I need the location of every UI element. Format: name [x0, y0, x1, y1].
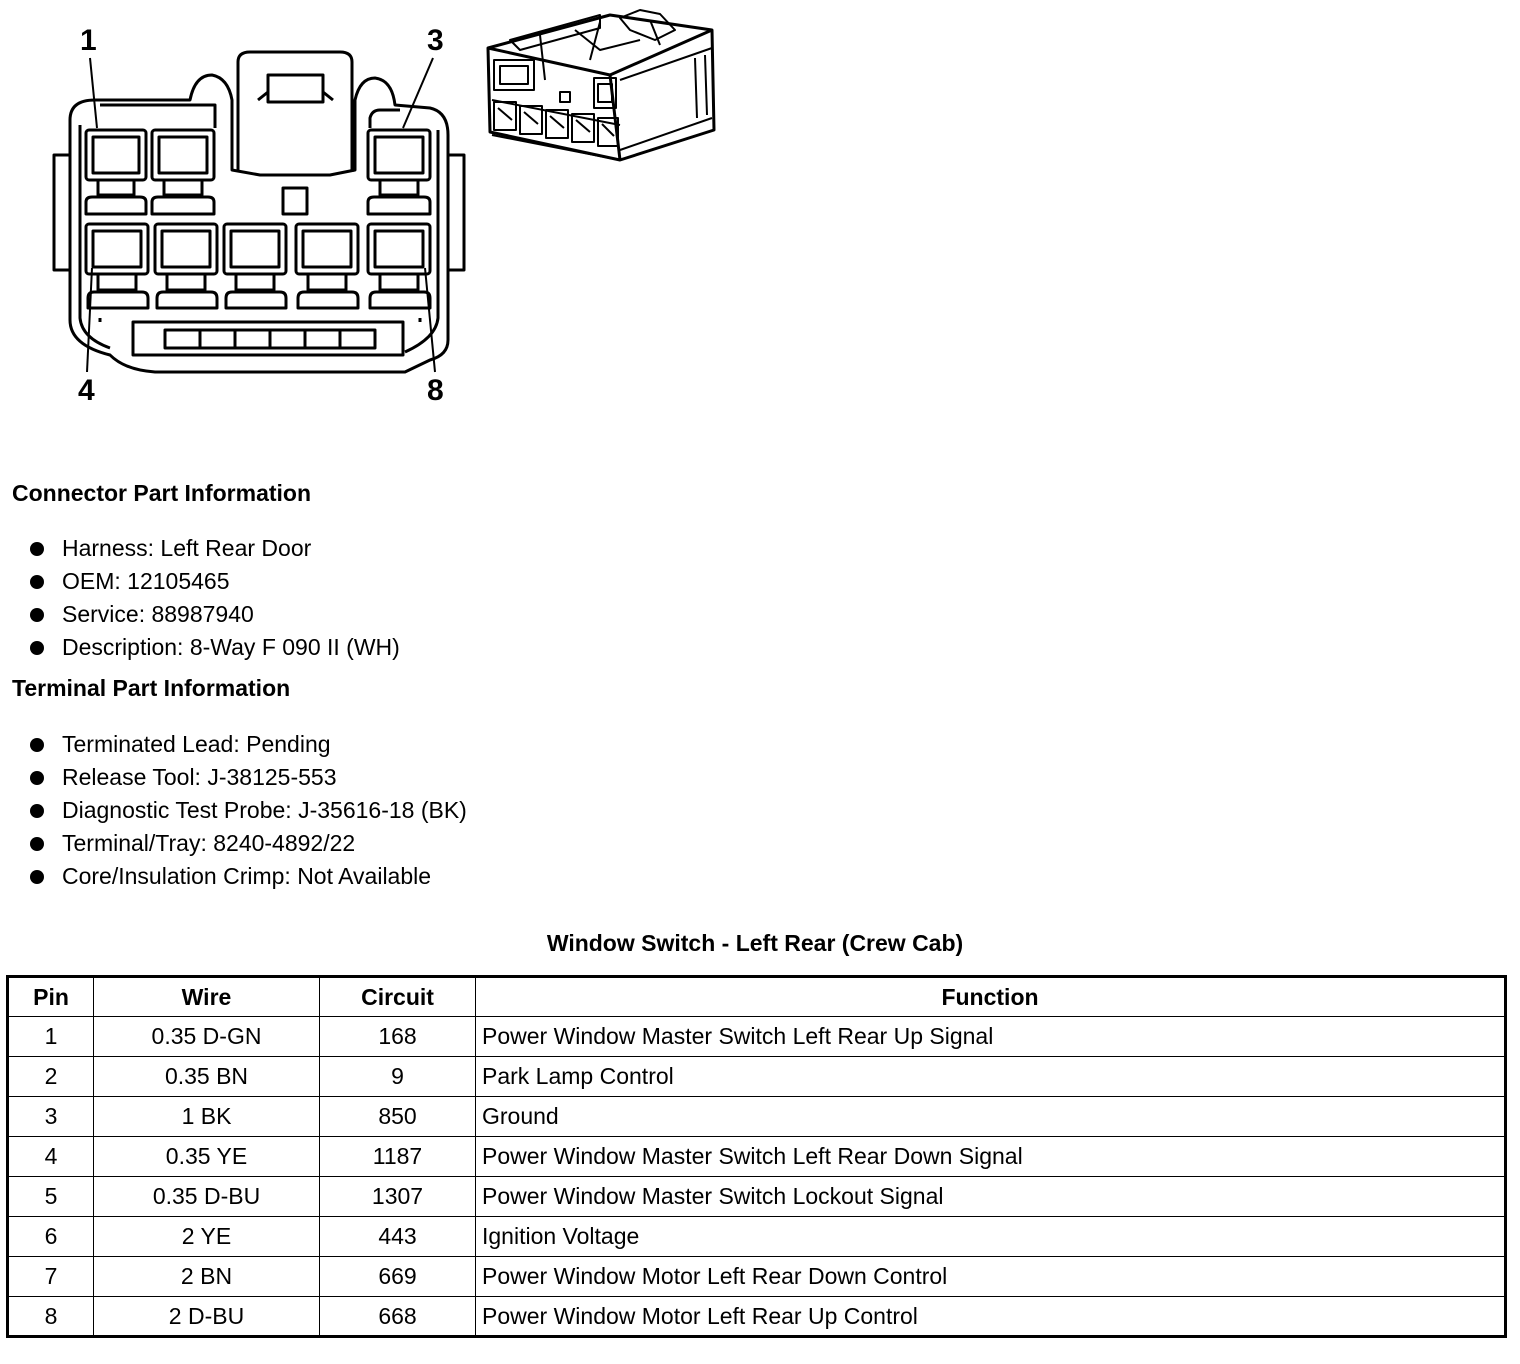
pin-cell: 3 [8, 1097, 94, 1137]
wire-cell: 0.35 BN [94, 1057, 320, 1097]
function-cell: Park Lamp Control [476, 1057, 1506, 1097]
table-row [8, 1017, 1506, 1057]
list-item [30, 532, 400, 565]
function-cell: Power Window Master Switch Left Rear Up Signal [476, 1017, 1506, 1057]
table-row [8, 1137, 1506, 1177]
bullet-icon [30, 738, 44, 752]
list-item [30, 794, 467, 827]
wire-cell: 0.35 D-BU [94, 1177, 320, 1217]
pin-label-8: 8 [427, 374, 444, 407]
list-item-text: Description: 8-Way F 090 II (WH) [62, 634, 400, 660]
list-item [30, 860, 467, 893]
pin-label-3: 3 [427, 24, 444, 57]
connector-isometric-view [488, 10, 714, 160]
table-row [8, 1297, 1506, 1337]
bullet-icon [30, 575, 44, 589]
function-cell: Ground [476, 1097, 1506, 1137]
table-row [8, 1097, 1506, 1137]
column-header-function: Function [476, 977, 1506, 1017]
cavity-top-row [86, 105, 430, 214]
list-item [30, 631, 400, 664]
list-item-text: Core/Insulation Crimp: Not Available [62, 863, 432, 889]
wire-cell: 2 BN [94, 1257, 320, 1297]
function-cell: Ignition Voltage [476, 1217, 1506, 1257]
bullet-icon [30, 804, 44, 818]
bullet-icon [30, 771, 44, 785]
column-header-circuit: Circuit [320, 977, 476, 1017]
function-cell: Power Window Motor Left Rear Down Control [476, 1257, 1506, 1297]
table-row [8, 1057, 1506, 1097]
list-item [30, 565, 400, 598]
table-row [8, 1217, 1506, 1257]
pin-cell: 8 [8, 1297, 94, 1337]
list-item-text: Release Tool: J-38125-553 [62, 764, 337, 790]
list-item [30, 728, 467, 761]
table-row [8, 1177, 1506, 1217]
pin-cell: 4 [8, 1137, 94, 1177]
bullet-icon [30, 641, 44, 655]
function-cell: Power Window Master Switch Lockout Signal [476, 1177, 1506, 1217]
bullet-icon [30, 608, 44, 622]
wire-cell: 0.35 D-GN [94, 1017, 320, 1057]
wire-cell: 2 YE [94, 1217, 320, 1257]
bullet-icon [30, 542, 44, 556]
pin-cell: 2 [8, 1057, 94, 1097]
connector-info-list [30, 532, 400, 664]
connector-diagram [0, 0, 760, 420]
pin-cell: 6 [8, 1217, 94, 1257]
table-header-row [8, 977, 1506, 1017]
pin-cell: 7 [8, 1257, 94, 1297]
circuit-cell: 850 [320, 1097, 476, 1137]
cavity-bottom-row [86, 224, 430, 308]
circuit-cell: 1307 [320, 1177, 476, 1217]
connector-latch [238, 52, 352, 172]
function-cell: Power Window Motor Left Rear Up Control [476, 1297, 1506, 1337]
circuit-cell: 168 [320, 1017, 476, 1057]
circuit-cell: 668 [320, 1297, 476, 1337]
wire-cell: 1 BK [94, 1097, 320, 1137]
list-item-text: Harness: Left Rear Door [62, 535, 312, 561]
list-item-text: Terminal/Tray: 8240-4892/22 [62, 830, 356, 856]
list-item-text: Diagnostic Test Probe: J-35616-18 (BK) [62, 797, 467, 823]
terminal-info-title: Terminal Part Information [12, 675, 291, 701]
list-item-text: Service: 88987940 [62, 601, 254, 627]
pin-label-1: 1 [80, 24, 97, 57]
wire-cell: 2 D-BU [94, 1297, 320, 1337]
pinout-table [6, 975, 1507, 1338]
circuit-cell: 9 [320, 1057, 476, 1097]
connector-info-title: Connector Part Information [12, 480, 312, 506]
circuit-cell: 443 [320, 1217, 476, 1257]
wire-cell: 0.35 YE [94, 1137, 320, 1177]
pin-label-4: 4 [78, 374, 95, 407]
terminal-info-list [30, 728, 467, 893]
circuit-cell: 1187 [320, 1137, 476, 1177]
table-title: Window Switch - Left Rear (Crew Cab) [546, 930, 964, 956]
list-item [30, 761, 467, 794]
circuit-cell: 669 [320, 1257, 476, 1297]
bullet-icon [30, 870, 44, 884]
pin-cell: 1 [8, 1017, 94, 1057]
list-item [30, 827, 467, 860]
list-item-text: Terminated Lead: Pending [62, 731, 331, 757]
function-cell: Power Window Master Switch Left Rear Down Signal [476, 1137, 1506, 1177]
table-row [8, 1257, 1506, 1297]
column-header-wire: Wire [94, 977, 320, 1017]
column-header-pin: Pin [8, 977, 94, 1017]
list-item-text: OEM: 12105465 [62, 568, 230, 594]
bullet-icon [30, 837, 44, 851]
list-item [30, 598, 400, 631]
pin-cell: 5 [8, 1177, 94, 1217]
